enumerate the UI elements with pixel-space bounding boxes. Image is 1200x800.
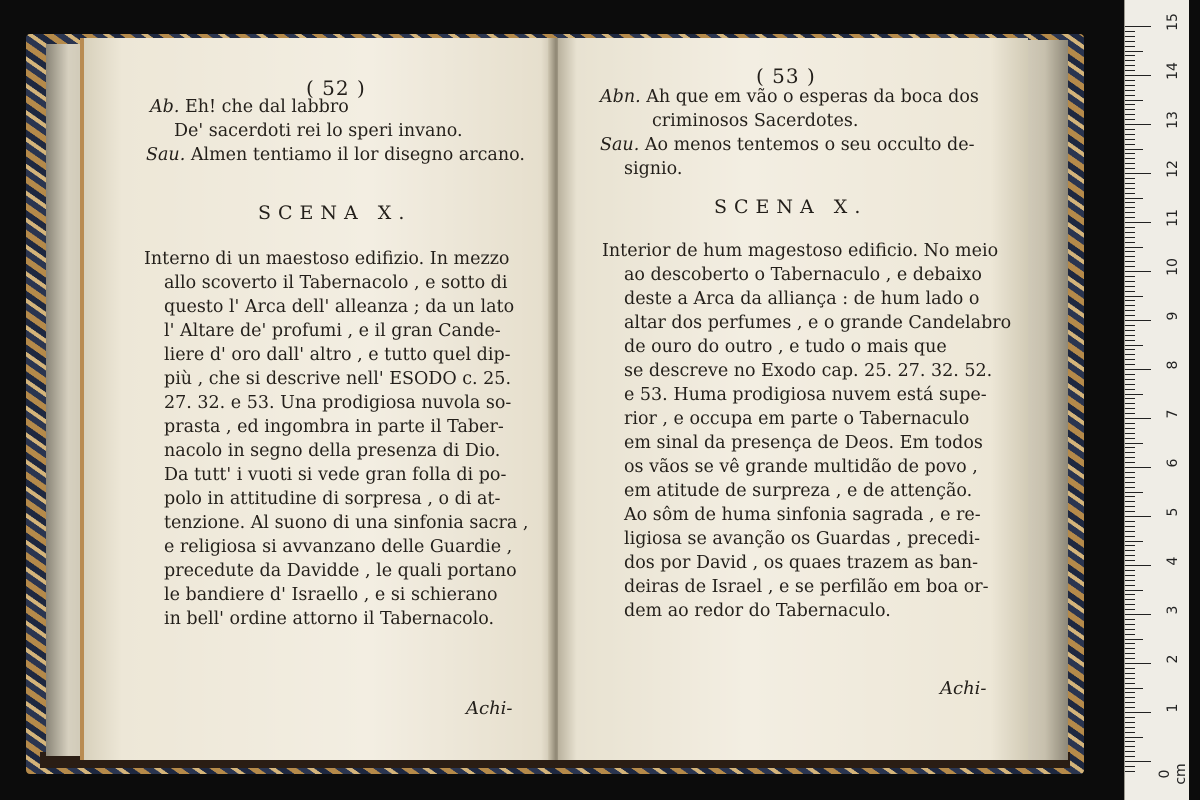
ruler-tick bbox=[1125, 55, 1135, 56]
ruler-tick bbox=[1125, 629, 1135, 630]
page-number: ( 53 ) bbox=[756, 64, 816, 88]
ruler-tick bbox=[1125, 384, 1135, 385]
ruler-tick bbox=[1125, 536, 1135, 537]
ruler-tick bbox=[1125, 565, 1151, 566]
ruler-tick bbox=[1125, 413, 1135, 414]
ruler-tick bbox=[1125, 462, 1135, 463]
ruler-tick bbox=[1125, 364, 1135, 365]
ruler-tick bbox=[1125, 683, 1135, 684]
ruler-tick bbox=[1125, 751, 1135, 752]
ruler-tick bbox=[1125, 114, 1135, 115]
catchword: Achi- bbox=[940, 678, 987, 699]
ruler-tick bbox=[1125, 692, 1135, 693]
description-line: rior , e occupa em parte o Tabernaculo bbox=[624, 409, 970, 429]
ruler-tick bbox=[1125, 95, 1135, 96]
ruler-tick bbox=[1125, 702, 1135, 703]
ruler-tick bbox=[1125, 452, 1135, 453]
ruler-tick bbox=[1125, 580, 1135, 581]
ruler-tick bbox=[1125, 599, 1135, 600]
description-line: Da tutt' i vuoti si vede gran folla di po- bbox=[164, 465, 507, 485]
ruler-tick bbox=[1125, 741, 1135, 742]
ruler-tick bbox=[1125, 506, 1135, 507]
ruler-tick bbox=[1125, 433, 1135, 434]
ruler-tick bbox=[1125, 227, 1135, 228]
ruler-tick bbox=[1125, 541, 1143, 542]
ruler-number: 12 bbox=[1165, 160, 1181, 178]
ruler-tick bbox=[1125, 296, 1143, 297]
ruler-tick bbox=[1125, 761, 1151, 762]
description-line: e religiosa si avvanzano delle Guardie , bbox=[164, 537, 513, 557]
scene-title: SCENA X. bbox=[714, 196, 868, 218]
ruler-number: 8 bbox=[1165, 360, 1181, 370]
ruler-tick bbox=[1125, 550, 1135, 551]
ruler-tick bbox=[1125, 242, 1135, 243]
ruler-tick bbox=[1125, 207, 1135, 208]
description-line: em sinal da presença de Deos. Em todos bbox=[624, 433, 983, 453]
description-line: precedute da Davidde , le quali portano bbox=[164, 561, 517, 581]
ruler-tick bbox=[1125, 389, 1135, 390]
description-line: in bell' ordine attorno il Tabernacolo. bbox=[164, 609, 495, 629]
description-line: dem ao redor do Tabernaculo. bbox=[624, 601, 891, 621]
ruler-number: 11 bbox=[1165, 209, 1181, 227]
ruler-tick bbox=[1125, 354, 1135, 355]
ruler-tick bbox=[1125, 418, 1151, 419]
description-line: dos por David , os quaes trazem as ban- bbox=[624, 553, 979, 573]
ruler-tick bbox=[1125, 217, 1135, 218]
ruler-tick bbox=[1125, 398, 1135, 399]
ruler-number bbox=[1157, 762, 1189, 786]
ruler-tick bbox=[1125, 330, 1135, 331]
description-line: l' Altare de' profumi , e il gran Cande- bbox=[164, 321, 501, 341]
dialogue-line bbox=[600, 86, 979, 108]
ruler-tick bbox=[1125, 359, 1135, 360]
ruler-tick bbox=[1125, 345, 1143, 346]
ruler-number: 4 bbox=[1165, 556, 1181, 566]
ruler-tick bbox=[1125, 286, 1135, 287]
left-page bbox=[80, 38, 560, 760]
speaker-name: Abn. bbox=[600, 87, 641, 107]
ruler-tick bbox=[1125, 41, 1135, 42]
ruler-tick bbox=[1125, 315, 1135, 316]
ruler-tick bbox=[1125, 320, 1151, 321]
ruler-tick bbox=[1125, 144, 1135, 145]
ruler-tick bbox=[1125, 139, 1135, 140]
measuring-ruler bbox=[1124, 0, 1189, 800]
dialogue-line bbox=[624, 158, 682, 180]
ruler-tick bbox=[1125, 688, 1143, 689]
ruler-tick bbox=[1125, 124, 1151, 125]
ruler-tick bbox=[1125, 46, 1135, 47]
ruler-tick bbox=[1125, 722, 1135, 723]
ruler-tick bbox=[1125, 594, 1135, 595]
dialogue-text: signio. bbox=[624, 159, 683, 179]
ruler-number: 13 bbox=[1165, 111, 1181, 129]
ruler-number: 15 bbox=[1165, 13, 1181, 31]
ruler-tick bbox=[1125, 643, 1135, 644]
ruler-tick bbox=[1125, 100, 1143, 101]
description-line: Ao sôm de huma sinfonia sagrada , e re- bbox=[624, 505, 981, 525]
ruler-tick bbox=[1125, 310, 1135, 311]
dialogue-line bbox=[600, 134, 974, 156]
ruler-number-zero: 0 bbox=[1157, 769, 1173, 779]
ruler-tick bbox=[1125, 678, 1135, 679]
dialogue-text: De' sacerdoti rei lo speri invano. bbox=[174, 121, 463, 141]
description-line: se descreve no Exodo cap. 25. 27. 32. 52. bbox=[624, 361, 993, 381]
description-line: questo l' Arca dell' alleanza ; da un lato bbox=[164, 297, 515, 317]
ruler-tick bbox=[1125, 501, 1135, 502]
ruler-tick bbox=[1125, 663, 1151, 664]
ruler-number: 14 bbox=[1165, 62, 1181, 80]
description-line: altar dos perfumes , e o grande Candelabro bbox=[624, 313, 1012, 333]
ruler-tick bbox=[1125, 673, 1135, 674]
ruler-tick bbox=[1125, 585, 1135, 586]
ruler-tick bbox=[1125, 394, 1143, 395]
dialogue-text: Ah que em vão o esperas da boca dos bbox=[646, 87, 979, 107]
ruler-tick bbox=[1125, 560, 1135, 561]
ruler-tick bbox=[1125, 732, 1135, 733]
ruler-tick bbox=[1125, 109, 1135, 110]
description-line: allo scoverto il Tabernacolo , e sotto di bbox=[164, 273, 508, 293]
ruler-tick bbox=[1125, 349, 1135, 350]
ruler-tick bbox=[1125, 771, 1135, 772]
ruler-number: 1 bbox=[1165, 703, 1181, 713]
ruler-tick bbox=[1125, 472, 1135, 473]
description-line: più , che si descrive nell' ESODO c. 25. bbox=[164, 369, 512, 389]
ruler-tick bbox=[1125, 325, 1135, 326]
ruler-tick bbox=[1125, 90, 1135, 91]
description-line: Interior de hum magestoso edificio. No meio bbox=[602, 241, 999, 261]
right-page bbox=[558, 38, 1028, 760]
ruler-tick bbox=[1125, 149, 1143, 150]
ruler-tick bbox=[1125, 403, 1135, 404]
description-line: ao descoberto o Tabernaculo , e debaixo bbox=[624, 265, 982, 285]
ruler-number: 2 bbox=[1165, 654, 1181, 664]
ruler-tick bbox=[1125, 624, 1135, 625]
ruler-tick bbox=[1125, 570, 1135, 571]
ruler-tick bbox=[1125, 65, 1135, 66]
page-number: ( 52 ) bbox=[306, 76, 366, 100]
ruler-tick bbox=[1125, 75, 1151, 76]
ruler-tick bbox=[1125, 521, 1135, 522]
ruler-tick bbox=[1125, 183, 1135, 184]
ruler-number: 6 bbox=[1165, 458, 1181, 468]
ruler-tick bbox=[1125, 193, 1135, 194]
ruler-tick bbox=[1125, 697, 1135, 698]
ruler-tick bbox=[1125, 496, 1135, 497]
ruler-tick bbox=[1125, 163, 1135, 164]
ruler-tick bbox=[1125, 251, 1135, 252]
ruler-tick bbox=[1125, 374, 1135, 375]
ruler-tick bbox=[1125, 712, 1151, 713]
ruler-tick bbox=[1125, 51, 1143, 52]
ruler-tick bbox=[1125, 178, 1135, 179]
ruler-tick bbox=[1125, 134, 1135, 135]
ruler-tick bbox=[1125, 707, 1135, 708]
dialogue-text: Eh! che dal labbro bbox=[184, 97, 349, 117]
ruler-tick bbox=[1125, 340, 1135, 341]
description-line: 27. 32. e 53. Una prodigiosa nuvola so- bbox=[164, 393, 512, 413]
ruler-number: 9 bbox=[1165, 311, 1181, 321]
ruler-tick bbox=[1125, 668, 1135, 669]
ruler-tick bbox=[1125, 619, 1135, 620]
ruler-tick bbox=[1125, 158, 1135, 159]
description-line: Interno di un maestoso edifizio. In mezzo bbox=[144, 249, 510, 269]
dialogue-text: Almen tentiamo il lor disegno arcano. bbox=[190, 145, 525, 165]
speaker-name: Sau. bbox=[600, 135, 640, 155]
ruler-tick bbox=[1125, 634, 1135, 635]
dialogue-line bbox=[146, 144, 525, 166]
ruler-tick bbox=[1125, 237, 1135, 238]
dialogue-line bbox=[174, 120, 463, 142]
description-line: deste a Arca da alliança : de hum lado o bbox=[624, 289, 980, 309]
ruler-tick bbox=[1125, 555, 1135, 556]
ruler-tick bbox=[1125, 222, 1151, 223]
ruler-tick bbox=[1125, 129, 1135, 130]
ruler-tick bbox=[1125, 648, 1135, 649]
ruler-tick bbox=[1125, 766, 1135, 767]
ruler-tick bbox=[1125, 443, 1143, 444]
ruler-tick bbox=[1125, 516, 1151, 517]
dialogue-text: Ao menos tentemos o seu occulto de- bbox=[644, 135, 975, 155]
ruler-tick bbox=[1125, 531, 1135, 532]
ruler-tick bbox=[1125, 271, 1151, 272]
ruler-tick bbox=[1125, 70, 1135, 71]
ruler-tick bbox=[1125, 737, 1143, 738]
ruler-tick bbox=[1125, 198, 1143, 199]
ruler-tick bbox=[1125, 173, 1151, 174]
ruler-tick bbox=[1125, 408, 1135, 409]
ruler-tick bbox=[1125, 482, 1135, 483]
ruler-tick bbox=[1125, 26, 1151, 27]
ruler-tick bbox=[1125, 256, 1135, 257]
ruler-number: 3 bbox=[1165, 605, 1181, 615]
ruler-tick bbox=[1125, 202, 1135, 203]
description-line: le bandiere d' Israello , e si schierano bbox=[164, 585, 498, 605]
ruler-tick bbox=[1125, 276, 1135, 277]
ruler-tick bbox=[1125, 232, 1135, 233]
ruler-tick bbox=[1125, 423, 1135, 424]
ruler-tick bbox=[1125, 756, 1135, 757]
description-line: tenzione. Al suono di una sinfonia sacra , bbox=[164, 513, 529, 533]
ruler-tick bbox=[1125, 335, 1135, 336]
ruler-tick bbox=[1125, 153, 1135, 154]
ruler-tick bbox=[1125, 247, 1143, 248]
ruler-tick bbox=[1125, 85, 1135, 86]
ruler-number: 10 bbox=[1165, 258, 1181, 276]
ruler-tick bbox=[1125, 545, 1135, 546]
speaker-name: Ab. bbox=[150, 97, 180, 117]
ruler-tick bbox=[1125, 438, 1135, 439]
description-line: e 53. Huma prodigiosa nuvem está supe- bbox=[624, 385, 987, 405]
ruler-tick bbox=[1125, 281, 1135, 282]
ruler-tick bbox=[1125, 492, 1143, 493]
ruler-tick bbox=[1125, 291, 1135, 292]
description-line: de ouro do outro , e tudo o mais que bbox=[624, 337, 947, 357]
dialogue-line bbox=[652, 110, 858, 132]
ruler-tick bbox=[1125, 80, 1135, 81]
dialogue-line bbox=[150, 96, 349, 118]
description-line: ligiosa se avanção os Guardas , precedi- bbox=[624, 529, 980, 549]
ruler-tick bbox=[1125, 261, 1135, 262]
description-line: os vãos se vê grande multidão de povo , bbox=[624, 457, 978, 477]
ruler-tick bbox=[1125, 526, 1135, 527]
ruler-tick bbox=[1125, 511, 1135, 512]
dialogue-text: criminosos Sacerdotes. bbox=[652, 111, 859, 131]
description-line: prasta , ed ingombra in parte il Taber- bbox=[164, 417, 504, 437]
ruler-number: 5 bbox=[1165, 507, 1181, 517]
speaker-name: Sau. bbox=[146, 145, 186, 165]
ruler-tick bbox=[1125, 104, 1135, 105]
ruler-tick bbox=[1125, 428, 1135, 429]
ruler-tick bbox=[1125, 300, 1135, 301]
ruler-tick bbox=[1125, 477, 1135, 478]
description-line: polo in attitudine di sorpresa , o di at- bbox=[164, 489, 501, 509]
ruler-tick bbox=[1125, 36, 1135, 37]
description-line: nacolo in segno della presenza di Dio. bbox=[164, 441, 501, 461]
ruler-tick bbox=[1125, 653, 1135, 654]
ruler-tick bbox=[1125, 575, 1135, 576]
ruler-tick bbox=[1125, 487, 1135, 488]
ruler-tick bbox=[1125, 168, 1135, 169]
ruler-tick bbox=[1125, 212, 1135, 213]
ruler-tick bbox=[1125, 609, 1135, 610]
ruler-tick bbox=[1125, 727, 1135, 728]
ruler-number: 7 bbox=[1165, 409, 1181, 419]
description-line: em atitude de surpreza , e de attenção. bbox=[624, 481, 973, 501]
ruler-tick bbox=[1125, 369, 1151, 370]
ruler-tick bbox=[1125, 746, 1135, 747]
ruler-tick bbox=[1125, 447, 1135, 448]
ruler-tick bbox=[1125, 604, 1135, 605]
ruler-tick bbox=[1125, 266, 1135, 267]
ruler-tick bbox=[1125, 639, 1143, 640]
ruler-tick bbox=[1125, 60, 1135, 61]
ruler-tick bbox=[1125, 119, 1135, 120]
ruler-tick bbox=[1125, 717, 1135, 718]
ruler-unit: cm bbox=[1173, 763, 1189, 785]
ruler-tick bbox=[1125, 305, 1135, 306]
ruler-tick bbox=[1125, 467, 1151, 468]
ruler-tick bbox=[1125, 379, 1135, 380]
scene-title: SCENA X. bbox=[258, 202, 412, 224]
ruler-tick bbox=[1125, 614, 1151, 615]
ruler-tick bbox=[1125, 188, 1135, 189]
ruler-tick bbox=[1125, 658, 1135, 659]
description-line: liere d' oro dall' altro , e tutto quel dip- bbox=[164, 345, 511, 365]
description-line: deiras de Israel , e se perfilão em boa or- bbox=[624, 577, 989, 597]
ruler-tick bbox=[1125, 590, 1143, 591]
ruler-tick bbox=[1125, 457, 1135, 458]
ruler-tick bbox=[1125, 31, 1135, 32]
catchword: Achi- bbox=[466, 698, 513, 719]
